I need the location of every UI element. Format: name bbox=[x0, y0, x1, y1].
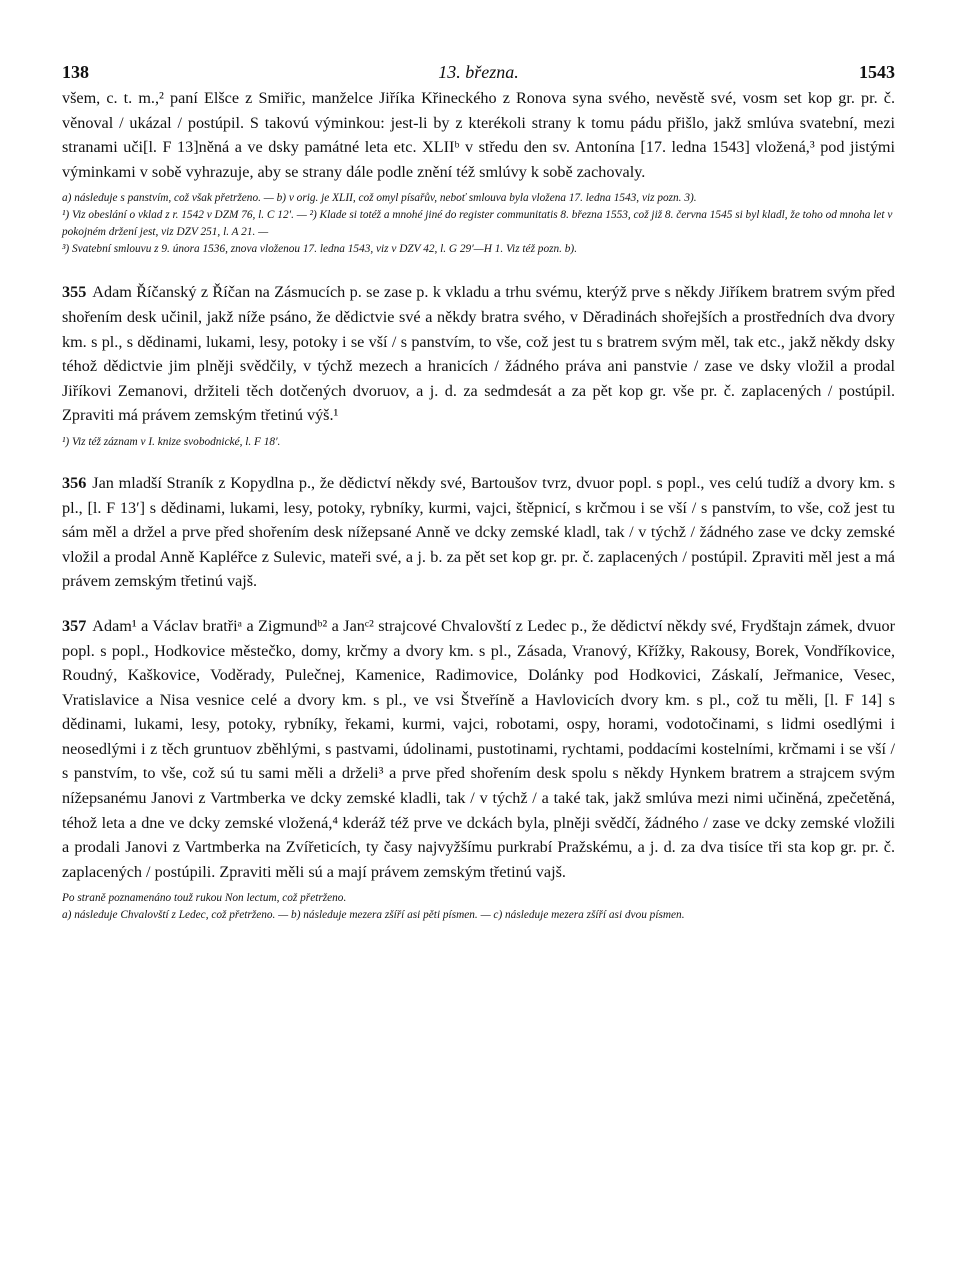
intro-footnotes bbox=[62, 190, 895, 258]
entry-356 bbox=[62, 471, 895, 594]
entry-number: 355 bbox=[62, 283, 87, 302]
entry-footnotes bbox=[62, 890, 895, 924]
footnote: ³) Svatební smlouvu z 9. února 1536, znova vloženou 17. ledna 1543, viz v DZV 42, l. G 29′—H 1. Viz též pozn. b). bbox=[62, 243, 578, 256]
entry-footnotes bbox=[62, 434, 895, 451]
footnote: ¹) Viz též záznam v I. knize svobodnické, l. F 18′. bbox=[62, 435, 281, 448]
footnote: a) následuje Chvalovští z Ledec, což přetrženo. — b) následuje mezera zšíří asi pěti písmen. — c) následuje mezera zšíří asi dvou písmen. bbox=[62, 909, 685, 922]
entry-355 bbox=[62, 280, 895, 451]
page-header bbox=[62, 56, 895, 86]
entry-number: 356 bbox=[62, 473, 87, 492]
entry-text: Adam¹ a Václav bratřiᵃ a Zigmundᵇ² a Janᶜ² strajcové Chvalovští z Ledec p., že dědictví někdy své, Frydštajn zámek, dvuor popl. s popl., Hodkovice městečko, domy, krčmy a dvory km. s pl., Zásada, Vranový, Křížky, Rakousy, Borek, Vondříkovice, Roudný, Kaškovice, Voděrady, Pulečnej, Kamenice, Radimovice, Dolánky pod Hodkovici, Záskalí, Jeřmanice, Vesec, Vratislavice a Nisa vesnice celé a dvory km. s pl., ve vsi Štveříně a Havlovicích dvory km. s pl., což tu měli, [l. F 14] s dědinami, lukami, lesy, potoky, rybníky, řekami, kurmi, vajci, robotami, ospy, horami, vodotočinami, s lidmi osedlými i neosedlými i z těch gruntuov zběhlými, s pastvami, údolinami, pustotinami, rychtami, poddacími kostelními, krčmami i se vší / s panstvím, to vše, což sú tu sami měli a drželi³ a prve před shořením desk spolu s někdy Hynkem bratrem a strajcem svým nížepsanému Janovi z Vartmberka ve dcky zemské kladli, tak / v týchž / a také tak, jakž smlúva mezi nimi učiněná, zpečetěná, téhož leta a dne ve dcky zemské vložená,⁴ kderáž též prve ve dckách byla, plněji svědčí, žádného / zase ve dcky zemské vložili a prodali Janovi z Vartmberka na Zvířeticích, ty časy najvyžšímu purkrabí Pražskému, a j. d. za dva tisíce tři sta kop gr. pr. č. zaplacených / postúpili. Zpraviti měli sú a mají právem zemským třetinú vajš. bbox=[62, 616, 895, 881]
page-number: 138 bbox=[62, 62, 89, 82]
footnote: a) následuje s panstvím, což však přetrženo. — b) v orig. je XLII, což omyl písařův, neboť smlouva byla vložena 17. ledna 1543, viz pozn. 3). bbox=[62, 192, 697, 205]
running-title: 13. března. bbox=[438, 62, 519, 82]
entry-text: Jan mladší Straník z Kopydlna p., že dědictví někdy své, Bartoušov tvrz, dvuor popl. s popl., ves celú tudíž a dvory km. s pl., [l. F 13′] s dědinami, lukami, lesy, potoky, rybníky, kurmi, vajci, štěpnicí, s krčmou i se vší / s panstvím, to vše, což jest tu sám měl a držel a prve před shořením desk nížepsané Anně ve dcky zemské kladl, tak / v týchž / žádného zase ve dcky zemské vložil a prodal Anně Kapléřce z Sulevic, mateři své, a j. b. za pět set kop gr. pr. č. zaplacených / postúpil. Zpraviti měl jest a má právem zemským třetinú vajš. bbox=[62, 473, 895, 591]
intro-paragraph: všem, c. t. m.,² paní Elšce z Smiřic, manželce Jiříka Křineckého z Ronova syna svého, nevěstě své, vosm set kop gr. pr. č. věnoval / ukázal / postúpil. S takovú výminkou: jest-li by z kterékoli strany k tomu pádu přišlo, jakž smlúva svatební, mezi stranami uči[l. F 13]něná a ve dsky památné leta etc. XLIIᵇ v středu den sv. Antonína [17. ledna 1543] vložená,³ pod jistými výminkami v sobě vyhrazuje, aby se strany dále podle znění též smlúvy k sobě zachovaly. bbox=[62, 89, 895, 181]
header-year: 1543 bbox=[859, 62, 895, 82]
entry-text: Adam Říčanský z Říčan na Zásmucích p. se zase p. k vkladu a trhu svému, kterýž prve s někdy Jiříkem bratrem svým před shořením desk učinil, jakž níže psáno, že dědictvie své a někdy bratra svého, v Děradinách shořejších a prostředních dva dvory km. s pl., s dědinami, lukami, lesy, potoky i se vší / s panstvím, to vše, což jest tu s bratrem svým měl, tak etc., jakž někdy dsky téhož dědictvie jim plněji svědčily, v týchž mezech a hranicích / žádného práva ani panstvie / zase ve dsky vložil a prodal Jiříkovi Zemanovi, držiteli těch dotčených dvoruov, a j. d. za sedmdesát a za pět kop gr. vše pr. č. zaplacených / postúpil. Zpraviti má právem zemským třetinú výš.¹ bbox=[62, 283, 895, 425]
footnote: Po straně poznamenáno touž rukou Non lectum, což přetrženo. bbox=[62, 892, 347, 905]
entry-number: 357 bbox=[62, 616, 87, 635]
entry-357 bbox=[62, 614, 895, 925]
footnote: ¹) Viz obeslání o vklad z r. 1542 v DZM 76, l. C 12′. — ²) Klade si totéž a mnohé jiné do register communitatis 8. března 1553, což již 8. června 1545 si byl kladl, že toho od mnoha let v pokojném držení jest, viz DZV 251, l. A 21. — bbox=[62, 209, 893, 239]
entry-paragraph bbox=[62, 614, 895, 885]
entry-paragraph bbox=[62, 280, 895, 428]
entry-paragraph bbox=[62, 471, 895, 594]
document-page bbox=[62, 56, 895, 924]
